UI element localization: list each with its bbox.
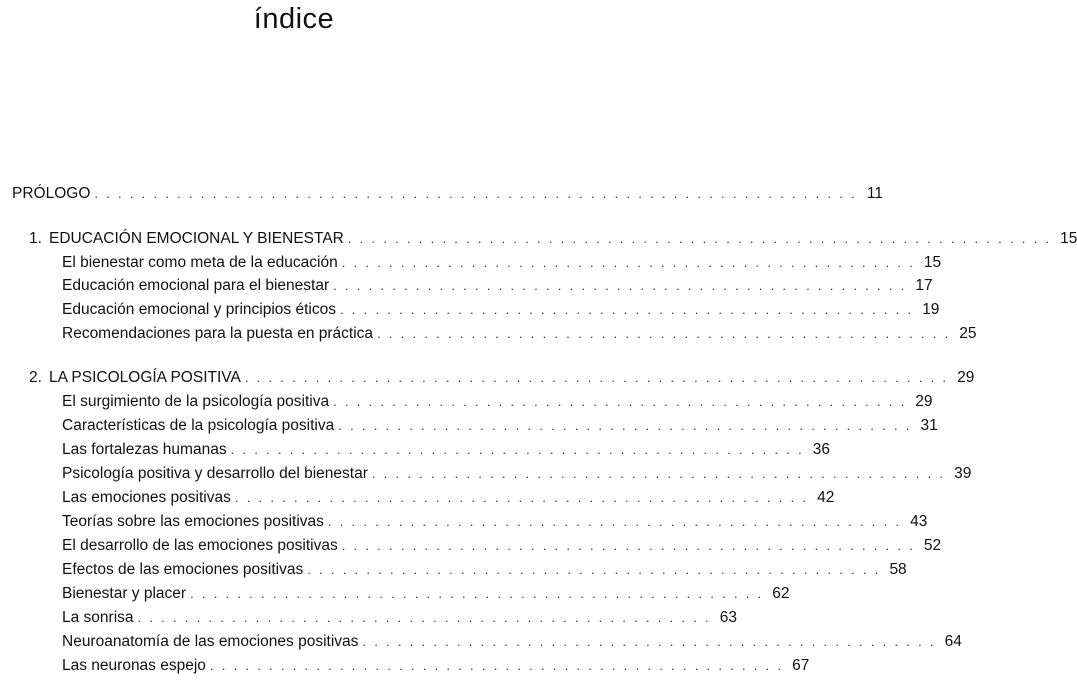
toc-page-number: 36: [812, 441, 831, 458]
toc-section[interactable]: [62, 439, 831, 461]
toc-section[interactable]: [62, 463, 972, 485]
toc-page-number: 19: [922, 301, 940, 318]
toc-section-label: Las neuronas espejo: [62, 657, 206, 674]
toc-entry-prologue[interactable]: [12, 183, 884, 205]
toc-section-label: Características de la psicología positiva: [62, 417, 335, 434]
toc-entry-label: PRÓLOGO: [12, 185, 91, 202]
toc-section[interactable]: [62, 631, 962, 653]
toc-page-number: 52: [923, 537, 942, 554]
chapter-number: 2.: [29, 369, 42, 386]
toc-section-label: Educación emocional y principios éticos: [62, 301, 336, 318]
toc-section-label: El bienestar como meta de la educación: [62, 254, 338, 271]
leader-dots: . . . . . . . . . . . . . . . . . . . . . . . . . . . . . . . . . . . . . . . . . . . . . . . . .: [338, 418, 912, 433]
toc-section-label: El desarrollo de las emociones positivas: [62, 537, 338, 554]
chapter-title: LA PSICOLOGÍA POSITIVA: [49, 369, 241, 386]
toc-page-number: 15: [923, 254, 942, 271]
toc-section[interactable]: [62, 559, 907, 581]
toc-page-number: 43: [910, 513, 928, 530]
leader-dots: . . . . . . . . . . . . . . . . . . . . . . . . . . . . . . . . . . . . . . . . . . . . . . . . . . . . . . . . . . . .: [347, 231, 1052, 246]
toc-section[interactable]: [62, 391, 933, 413]
toc-page-number: 39: [954, 465, 972, 482]
leader-dots: . . . . . . . . . . . . . . . . . . . . . . . . . . . . . . . . . . . . . . . . . . . . . . . . .: [333, 278, 907, 293]
toc-page-number: 29: [957, 369, 975, 386]
leader-dots: . . . . . . . . . . . . . . . . . . . . . . . . . . . . . . . . . . . . . . . . . . . . . . . . .: [371, 466, 946, 481]
leader-dots: . . . . . . . . . . . . . . . . . . . . . . . . . . . . . . . . . . . . . . . . . . . . . . . . .: [234, 490, 809, 505]
leader-dots: . . . . . . . . . . . . . . . . . . . . . . . . . . . . . . . . . . . . . . . . . . . . . . . . .: [362, 634, 936, 649]
leader-dots: . . . . . . . . . . . . . . . . . . . . . . . . . . . . . . . . . . . . . . . . . . . . . . . . .: [341, 538, 916, 553]
toc-section[interactable]: [62, 511, 928, 533]
page-title: índice: [253, 3, 335, 35]
toc-chapter-2[interactable]: [29, 367, 975, 389]
toc-section[interactable]: [62, 487, 835, 509]
toc-page-number: 25: [959, 325, 977, 342]
toc-section[interactable]: [62, 655, 810, 677]
toc-chapter-1[interactable]: [29, 228, 1077, 250]
toc-page-number: 31: [920, 417, 938, 434]
leader-dots: . . . . . . . . . . . . . . . . . . . . . . . . . . . . . . . . . . . . . . . . . . . . . . . . . . . . . . . . . . . . . . . . .: [94, 186, 858, 201]
toc-section-label: Efectos de las emociones positivas: [62, 561, 304, 578]
toc-section[interactable]: [62, 252, 942, 274]
toc-section[interactable]: [62, 275, 933, 297]
toc-section[interactable]: [62, 323, 977, 345]
toc-section[interactable]: [62, 607, 737, 629]
toc-section-label: Teorías sobre las emociones positivas: [62, 513, 324, 530]
toc-page-number: 42: [817, 489, 835, 506]
chapter-number: 1.: [29, 230, 42, 247]
leader-dots: . . . . . . . . . . . . . . . . . . . . . . . . . . . . . . . . . . . . . . . . . . . . . . . . .: [377, 326, 951, 341]
toc-page-number: 63: [719, 609, 737, 626]
toc-section-label: Recomendaciones para la puesta en práctica: [62, 325, 374, 342]
leader-dots: . . . . . . . . . . . . . . . . . . . . . . . . . . . . . . . . . . . . . . . . . . . . . . . . .: [339, 302, 914, 317]
toc-section[interactable]: [62, 415, 938, 437]
chapter-title: EDUCACIÓN EMOCIONAL Y BIENESTAR: [49, 230, 344, 247]
toc-section-label: Bienestar y placer: [62, 585, 187, 602]
toc-section-label: Las emociones positivas: [62, 489, 231, 506]
toc-section-label: Educación emocional para el bienestar: [62, 277, 330, 294]
leader-dots: . . . . . . . . . . . . . . . . . . . . . . . . . . . . . . . . . . . . . . . . . . . . . . . . .: [327, 514, 902, 529]
leader-dots: . . . . . . . . . . . . . . . . . . . . . . . . . . . . . . . . . . . . . . . . . . . . . . . . .: [341, 255, 916, 270]
toc-section[interactable]: [62, 535, 942, 557]
toc-section-label: El surgimiento de la psicología positiva: [62, 393, 330, 410]
toc-page-number: 62: [772, 585, 790, 602]
toc-page-number: 11: [866, 185, 884, 202]
leader-dots: . . . . . . . . . . . . . . . . . . . . . . . . . . . . . . . . . . . . . . . . . . . . . . . . .: [137, 610, 711, 625]
toc-page-number: 17: [915, 277, 933, 294]
toc-section-label: Neuroanatomía de las emociones positivas: [62, 633, 359, 650]
toc-section-label: Psicología positiva y desarrollo del bienestar: [62, 465, 368, 482]
leader-dots: . . . . . . . . . . . . . . . . . . . . . . . . . . . . . . . . . . . . . . . . . . . . . . . . .: [230, 442, 805, 457]
leader-dots: . . . . . . . . . . . . . . . . . . . . . . . . . . . . . . . . . . . . . . . . . . . . . . . . .: [333, 394, 907, 409]
toc-section[interactable]: [62, 299, 940, 321]
toc-page-number: 15: [1060, 230, 1077, 247]
leader-dots: . . . . . . . . . . . . . . . . . . . . . . . . . . . . . . . . . . . . . . . . . . . . . . . . .: [209, 658, 784, 673]
toc-section-label: La sonrisa: [62, 609, 134, 626]
toc-page-number: 29: [915, 393, 933, 410]
toc-section-label: Las fortalezas humanas: [62, 441, 227, 458]
toc-page-number: 58: [889, 561, 907, 578]
toc-page-number: 64: [944, 633, 962, 650]
leader-dots: . . . . . . . . . . . . . . . . . . . . . . . . . . . . . . . . . . . . . . . . . . . . . . . . .: [307, 562, 881, 577]
toc-page-number: 67: [792, 657, 810, 674]
leader-dots: . . . . . . . . . . . . . . . . . . . . . . . . . . . . . . . . . . . . . . . . . . . . . . . . .: [190, 586, 764, 601]
leader-dots: . . . . . . . . . . . . . . . . . . . . . . . . . . . . . . . . . . . . . . . . . . . . . . . . . . . . . . . . . . . .: [244, 370, 949, 385]
toc-section[interactable]: [62, 583, 790, 605]
